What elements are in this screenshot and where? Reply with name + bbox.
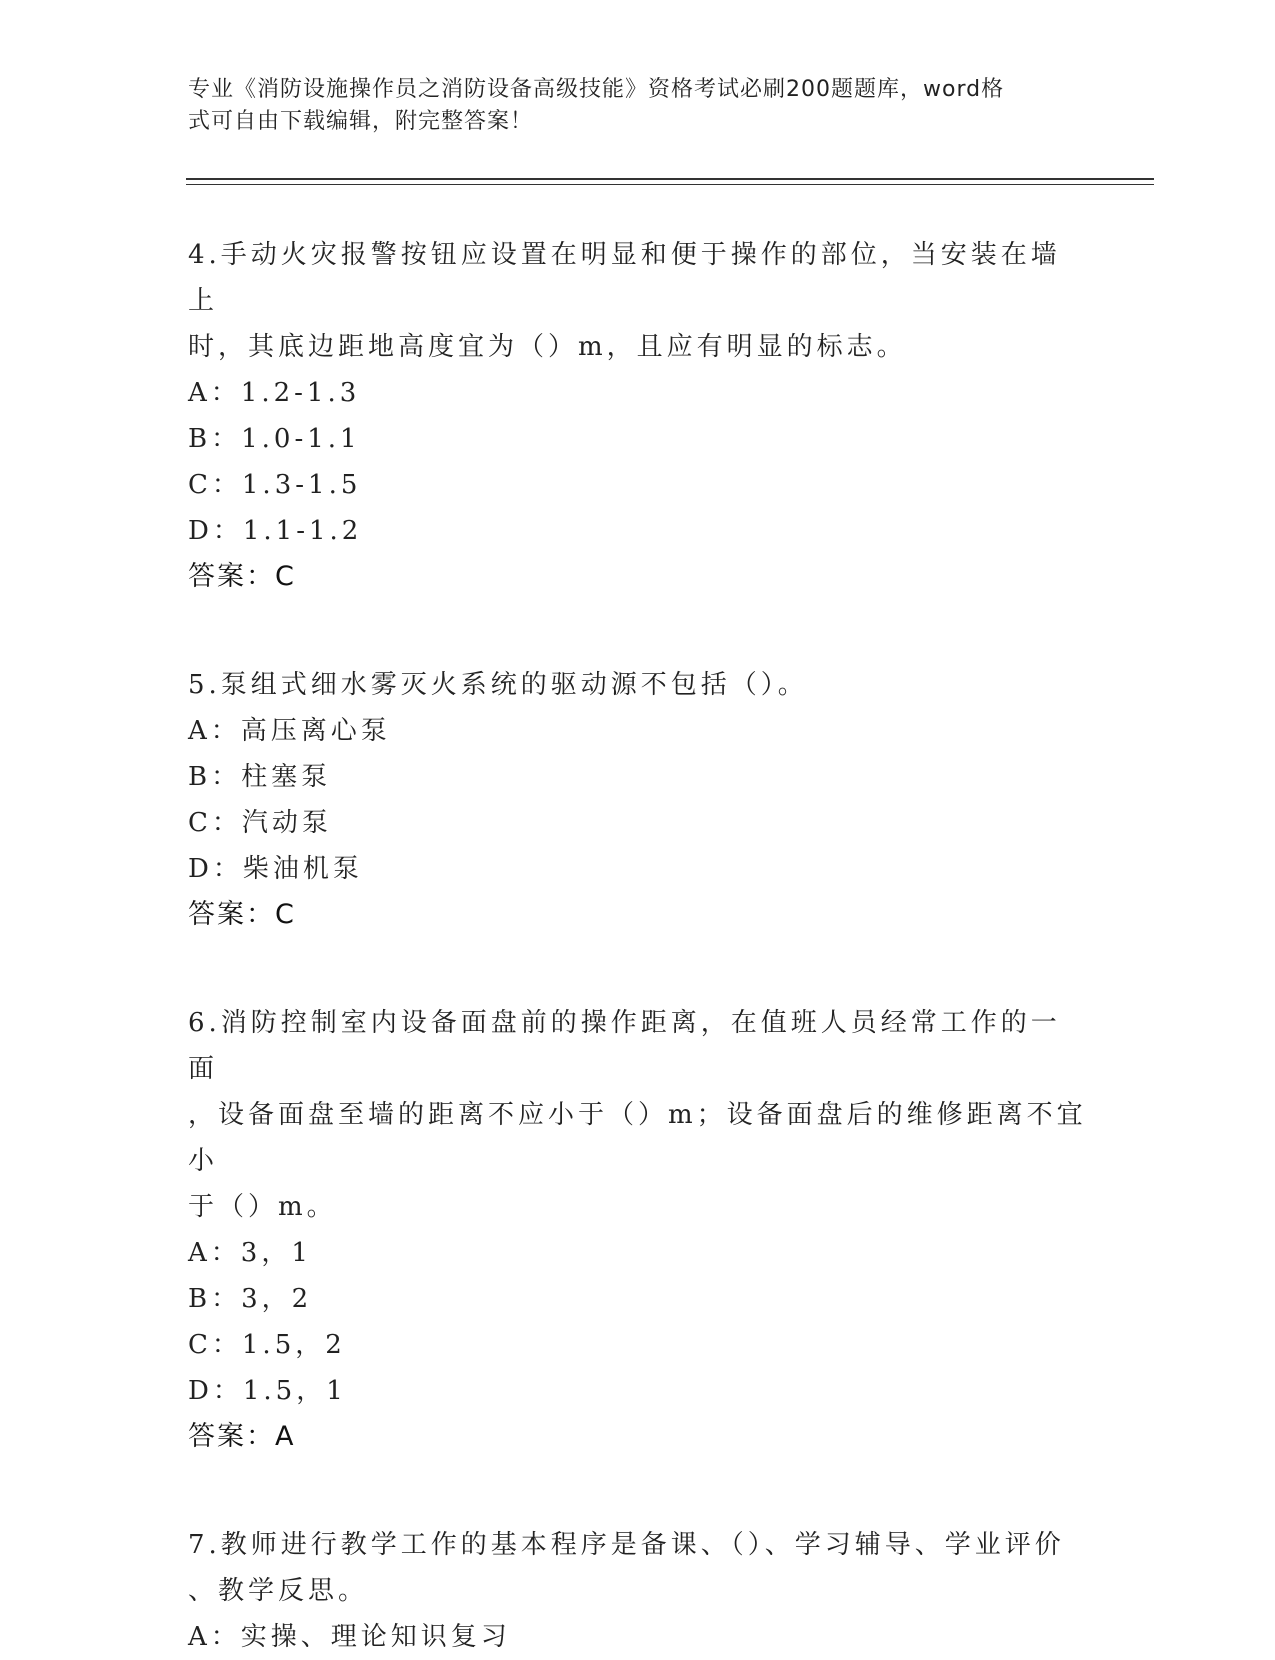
option-a: A：1.2-1.3 bbox=[188, 378, 361, 408]
answer: 答案：C bbox=[188, 561, 296, 592]
option-c: C：汽动泵 bbox=[188, 808, 332, 838]
question-5 bbox=[188, 662, 1088, 938]
question-text-line: 于（）m。 bbox=[188, 1192, 337, 1222]
question-text-line: 5.泵组式细水雾灭火系统的驱动源不包括（）。 bbox=[188, 670, 808, 700]
header-title-line-2: 式可自由下载编辑，附完整答案！ bbox=[188, 109, 534, 134]
option-c: C：1.5，2 bbox=[188, 1330, 346, 1360]
answer: 答案：C bbox=[188, 899, 296, 930]
answer: 答案：A bbox=[188, 1421, 296, 1452]
option-a: A：3，1 bbox=[188, 1238, 312, 1268]
question-text-line: 时，其底边距地高度宜为（）m，且应有明显的标志。 bbox=[188, 332, 907, 362]
option-d: D：柴油机泵 bbox=[188, 854, 363, 884]
document-header bbox=[188, 74, 1088, 138]
question-6 bbox=[188, 1000, 1088, 1460]
option-c: C：1.3-1.5 bbox=[188, 470, 362, 500]
question-text-line: 7.教师进行教学工作的基本程序是备课、（）、学习辅导、学业评价 bbox=[188, 1530, 1065, 1560]
question-7 bbox=[188, 1522, 1088, 1660]
question-text-line: 、教学反思。 bbox=[188, 1576, 369, 1606]
option-d: D：1.5，1 bbox=[188, 1376, 347, 1406]
option-b: B：3，2 bbox=[188, 1284, 313, 1314]
header-title-line-1: 专业《消防设施操作员之消防设备高级技能》资格考试必刷200题题库，word格 bbox=[188, 77, 1005, 102]
option-b: B：1.0-1.1 bbox=[188, 424, 361, 454]
option-d: D：1.1-1.2 bbox=[188, 516, 363, 546]
question-text-line: ，设备面盘至墙的距离不应小于（）m；设备面盘后的维修距离不宜小 bbox=[188, 1100, 1087, 1176]
question-text-line: 6.消防控制室内设备面盘前的操作距离，在值班人员经常工作的一面 bbox=[188, 1008, 1061, 1084]
header-divider-thick bbox=[186, 178, 1154, 180]
header-divider-thin bbox=[186, 184, 1154, 185]
question-text-line: 4.手动火灾报警按钮应设置在明显和便于操作的部位，当安装在墙上 bbox=[188, 240, 1061, 316]
option-a: A：高压离心泵 bbox=[188, 716, 391, 746]
option-a: A：实操、理论知识复习 bbox=[188, 1622, 511, 1652]
question-list bbox=[188, 232, 1088, 1660]
option-b: B：柱塞泵 bbox=[188, 762, 332, 792]
question-4 bbox=[188, 232, 1088, 600]
